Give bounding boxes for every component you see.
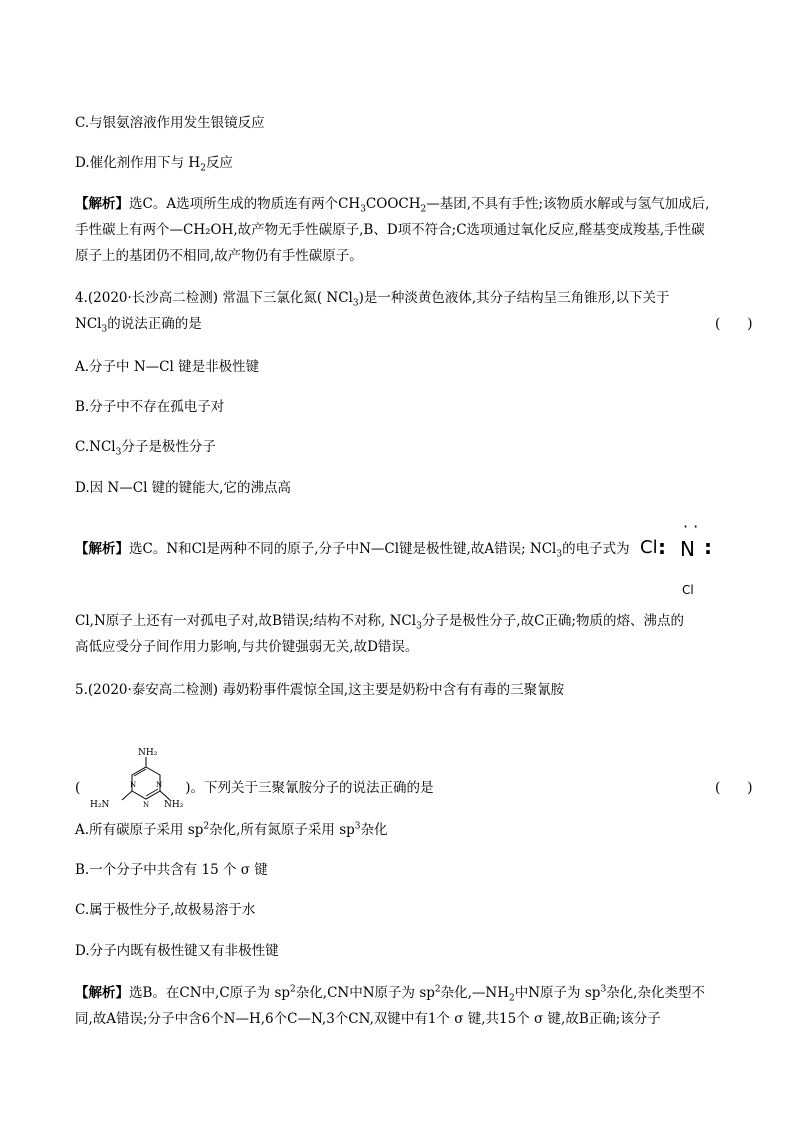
ncl3-lewis-structure xyxy=(640,517,730,603)
answer-paren: ( ) xyxy=(715,780,753,796)
q3-analysis-line-3: 原子上的基团仍不相同,故产物仍有手性碳原子。 xyxy=(75,248,363,264)
q5-analysis-line-1: 【解析】选B。在CN中,C原子为 $sp^2$杂化,CN中N原子为 $sp^2$杂化$,—NH_2$中N原子为 $sp^3$杂化,杂化类型不 xyxy=(75,984,705,1004)
q5-analysis-line-2: 同,故A错误;分子中含6个N—H,6个C—N,3个CN,双键中有1个 σ 键,共15个 σ 键,故B正确;该分子 xyxy=(75,1011,661,1027)
lewis-top-dots: · · xyxy=(683,517,699,536)
q5-stem-line-1: 5.(2020·泰安高二检测) 毒奶粉事件震惊全国,这主要是奶粉中含有有毒的三聚氰胺 xyxy=(75,682,565,698)
q4-analysis-line-3: 高低应受分子间作用力影响,与共价键强弱无关,故D错误。 xyxy=(75,639,419,655)
q5-option-a: A.所有碳原子采用 $sp^2$杂化,所有氮原子采用 $sp^3$杂化 xyxy=(75,821,388,838)
mol-left-h2n: H₂N xyxy=(90,800,110,810)
lewis-cl-left: Cl xyxy=(640,537,658,558)
lewis-n: N xyxy=(680,537,695,561)
q5-option-b: B.一个分子中共含有 15 个 σ 键 xyxy=(75,862,268,878)
analysis-tag: 【解析】 xyxy=(75,196,129,212)
q4-analysis-line-1: 【解析】选C。N和Cl是两种不同的原子,分子中N—Cl键是极性键,故A错误; NCl$_3$的电子式为 xyxy=(75,541,630,560)
q4-stem-line-1: 4.(2020·长沙高二检测) 常温下三氯化氮( NCl$_3$)是一种淡黄色液体,其分子结构呈三角锥形,以下关于 xyxy=(75,290,670,309)
q5-stem-line-2: ( )。下列关于三聚氰胺分子的说法正确的是 ( ) xyxy=(75,780,753,796)
lewis-right-dots: : xyxy=(704,535,712,559)
q3-analysis-line-2: 手性碳上有两个—CH₂OH,故产物无手性碳原子,B、D项不符合;C选项通过氧化反应,醛基变成羧基,手性碳 xyxy=(75,222,705,238)
q3-analysis-line-1: 【解析】选C。A选项所生成的物质连有两个$CH_3COOCH_2—$基团,不具有手性;该物质水解或与氢气加成后, xyxy=(75,196,710,215)
q5-option-d: D.分子内既有极性键又有非极性键 xyxy=(75,943,279,959)
mol-top-nh2: NH₂ xyxy=(138,748,158,758)
analysis-tag: 【解析】 xyxy=(75,541,129,557)
q4-option-d: D.因 N—Cl 键的键能大,它的沸点高 xyxy=(75,480,291,496)
lewis-cl-bottom: Cl xyxy=(682,583,694,597)
q4-analysis-line-2: Cl,N原子上还有一对孤电子对,故B错误;结构不对称, NCl$_3$分子是极性分子,故C正确;物质的熔、沸点的 xyxy=(75,613,684,632)
mol-n-right: N xyxy=(156,781,163,789)
mol-right-nh2: NH₂ xyxy=(164,800,184,810)
analysis-tag: 【解析】 xyxy=(75,985,129,1001)
answer-paren: ( ) xyxy=(715,316,753,332)
q4-option-b: B.分子中不存在孤电子对 xyxy=(75,399,225,415)
mol-n-bottom: N xyxy=(143,801,150,809)
q4-option-a: A.分子中 N—Cl 键是非极性键 xyxy=(75,359,260,375)
mol-n-left: N xyxy=(130,781,137,789)
q3-option-d: D.催化剂作用下与 $H_2$反应 xyxy=(75,155,233,174)
q4-option-c: C.NCl$_3$分子是极性分子 xyxy=(75,439,216,458)
q5-option-c: C.属于极性分子,故极易溶于水 xyxy=(75,902,256,918)
q3-option-c: C.与银氨溶液作用发生银镜反应 xyxy=(75,115,265,131)
q4-stem-line-2: NCl$_3$的说法正确的是 ( ) xyxy=(75,316,753,335)
lewis-bond-dots: : xyxy=(658,535,666,559)
